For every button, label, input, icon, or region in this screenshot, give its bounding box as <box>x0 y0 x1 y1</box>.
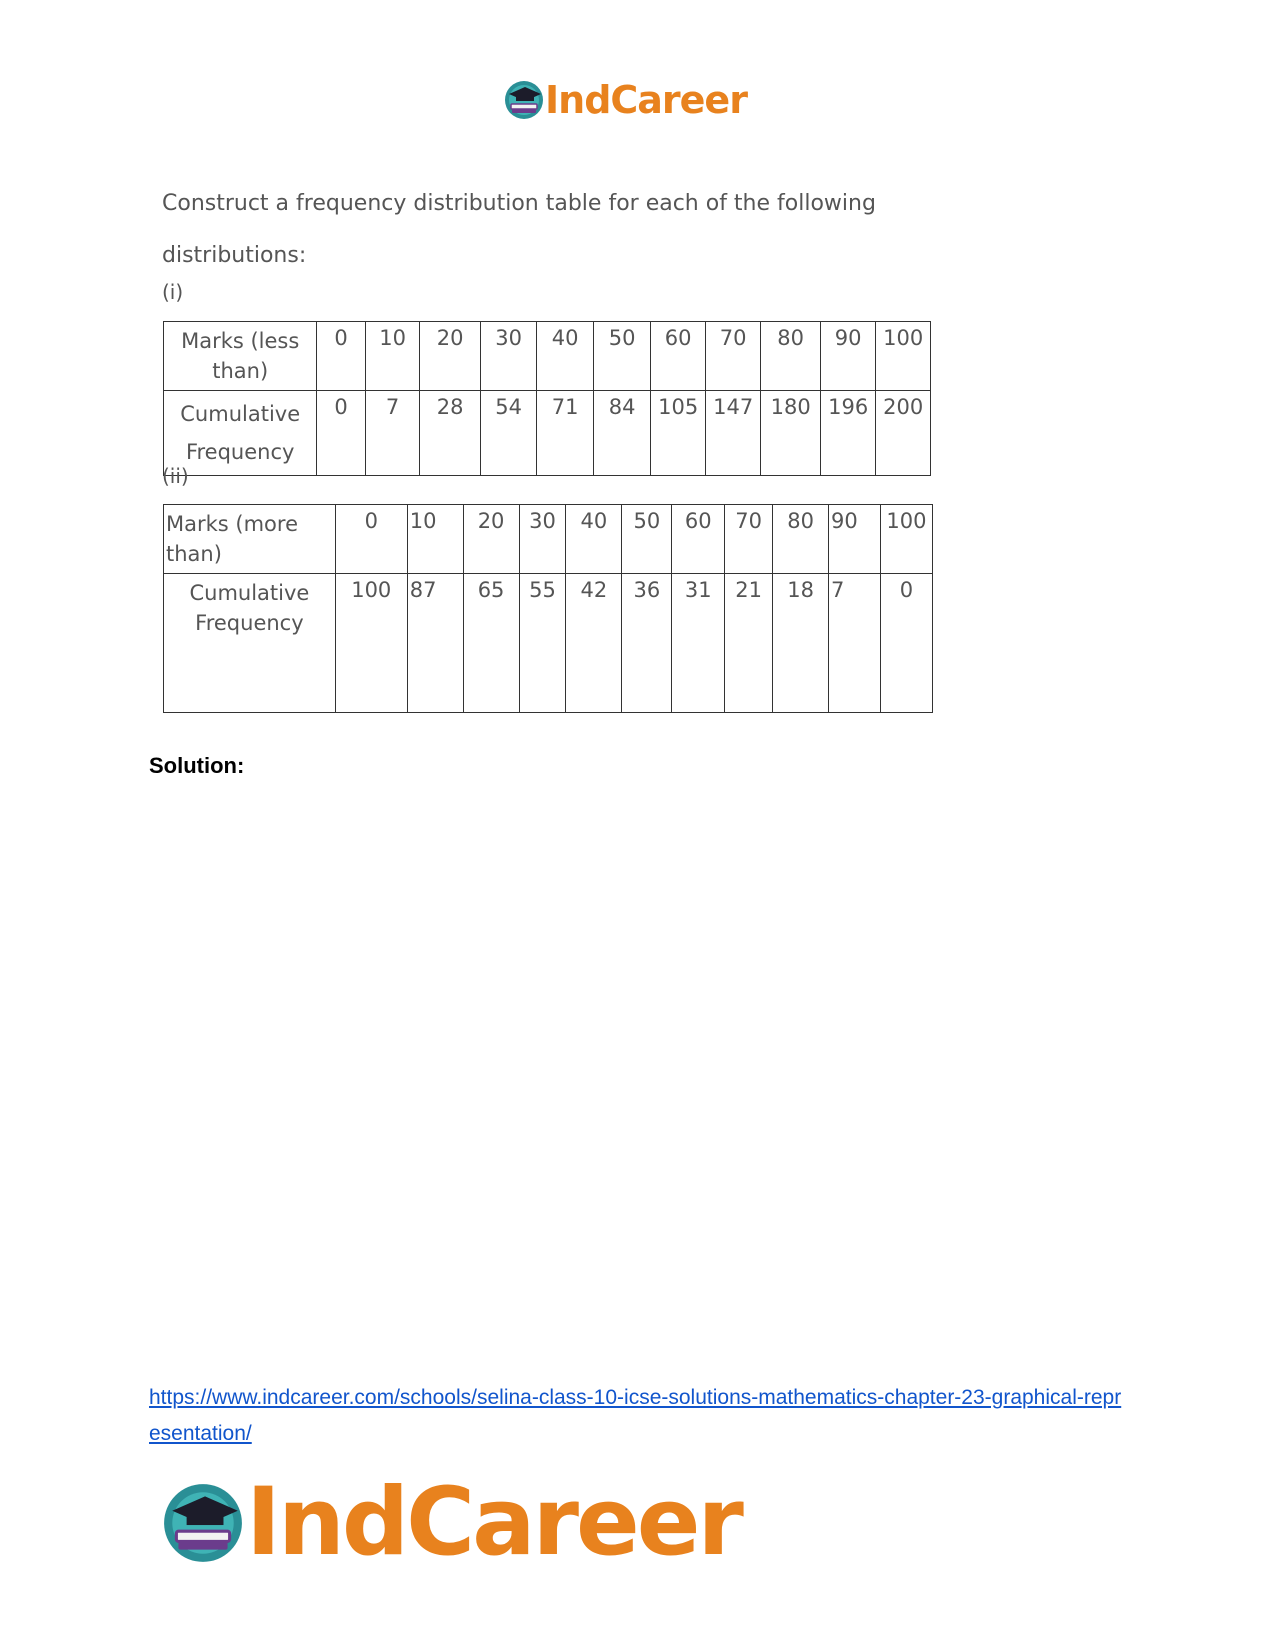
table-cell: 50 <box>622 505 672 574</box>
table-cell: 100 <box>880 505 932 574</box>
table-cell: 20 <box>420 322 481 391</box>
table-cell: 31 <box>672 574 725 713</box>
table-cell: 7 <box>365 391 419 476</box>
graduation-cap-book-icon <box>503 79 545 121</box>
table-cell: 7 <box>829 574 881 713</box>
table-cell: 18 <box>773 574 829 713</box>
table-cell: 21 <box>725 574 773 713</box>
table-cell: 0 <box>335 505 407 574</box>
table-cell: 0 <box>880 574 932 713</box>
frequency-table-more-than <box>163 504 933 713</box>
table-cell: 30 <box>480 322 537 391</box>
table-cell: 71 <box>537 391 594 476</box>
row-header: Marks (less than) <box>164 322 317 391</box>
table-cell: 20 <box>463 505 519 574</box>
table-cell: 90 <box>820 322 876 391</box>
table-cell: 200 <box>876 391 931 476</box>
table-cell: 105 <box>651 391 705 476</box>
logo-text: IndCareer <box>246 1468 741 1577</box>
row-header: Marks (more than) <box>164 505 336 574</box>
frequency-table-less-than <box>163 321 931 476</box>
table-row <box>164 505 933 574</box>
table-cell: 10 <box>365 322 419 391</box>
table-cell: 90 <box>829 505 881 574</box>
table-cell: 100 <box>335 574 407 713</box>
part-label-i: (i) <box>162 280 184 304</box>
table-cell: 196 <box>820 391 876 476</box>
table-cell: 100 <box>876 322 931 391</box>
header-logo <box>503 78 747 122</box>
table-cell: 70 <box>705 322 761 391</box>
table-cell: 60 <box>672 505 725 574</box>
table-cell: 84 <box>593 391 651 476</box>
table-cell: 60 <box>651 322 705 391</box>
table-cell: 0 <box>317 391 365 476</box>
table-cell: 10 <box>407 505 463 574</box>
solution-label: Solution: <box>149 753 245 778</box>
table-cell: 40 <box>537 322 594 391</box>
footer-logo <box>160 1468 741 1577</box>
table-row <box>164 391 931 476</box>
row-header: Cumulative Frequency <box>164 574 336 713</box>
table-cell: 54 <box>480 391 537 476</box>
table-row <box>164 574 933 713</box>
table-cell: 30 <box>519 505 566 574</box>
table-cell: 80 <box>773 505 829 574</box>
source-link[interactable]: https://www.indcareer.com/schools/selina-class-10-icse-solutions-mathematics-chapter-23-graphical-representation/ <box>149 1386 1122 1445</box>
table-cell: 40 <box>566 505 622 574</box>
table-cell: 147 <box>705 391 761 476</box>
part-label-ii: (ii) <box>162 464 189 488</box>
table-cell: 50 <box>593 322 651 391</box>
table-cell: 55 <box>519 574 566 713</box>
logo-text: IndCareer <box>545 78 747 122</box>
table-cell: 42 <box>566 574 622 713</box>
table-cell: 87 <box>407 574 463 713</box>
table-cell: 0 <box>317 322 365 391</box>
table-cell: 70 <box>725 505 773 574</box>
table-cell: 80 <box>761 322 821 391</box>
question-text: Construct a frequency distribution table for each of the following distributions: <box>162 191 876 268</box>
table-cell: 28 <box>420 391 481 476</box>
row-header: Cumulative Frequency <box>164 391 317 476</box>
table-row <box>164 322 931 391</box>
graduation-cap-book-icon <box>160 1480 246 1566</box>
table-cell: 36 <box>622 574 672 713</box>
table-cell: 65 <box>463 574 519 713</box>
table-cell: 180 <box>761 391 821 476</box>
